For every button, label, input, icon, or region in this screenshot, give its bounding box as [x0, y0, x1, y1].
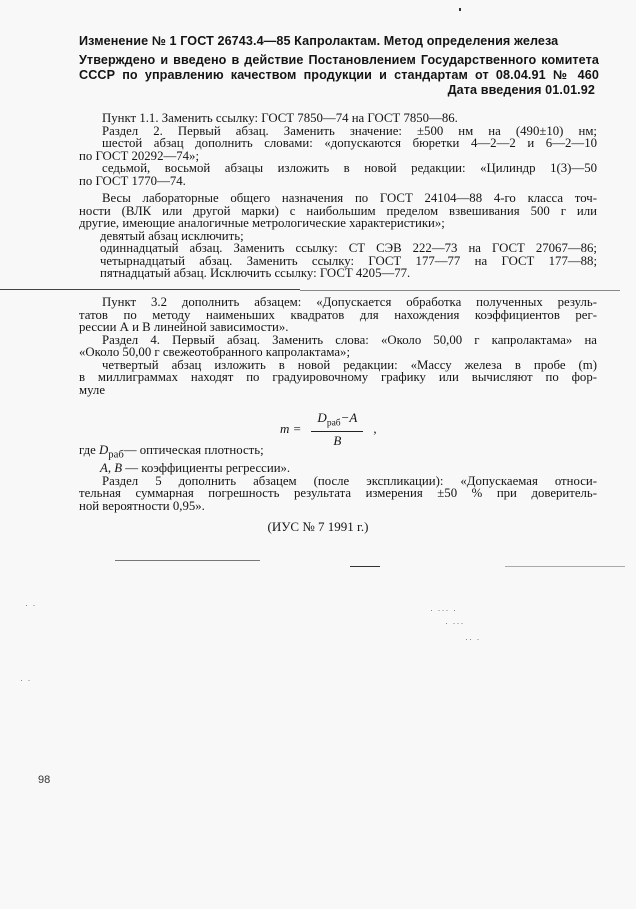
- amendment-title: Изменение № 1 ГОСТ 26743.4—85 Капролактам. Метод определения железа: [79, 34, 559, 48]
- paragraph-line: ной вероятности 0,95».: [79, 498, 205, 513]
- paragraph-line: Пункт 3.2 дополнить абзацем: «Допускается обработка полученных резуль-: [102, 295, 597, 309]
- effective-date: Дата введения 01.01.92: [447, 83, 595, 97]
- paragraph-line: муле: [79, 382, 105, 397]
- scan-artifact-line: [505, 566, 625, 567]
- scan-artifact-line: [350, 566, 380, 567]
- scan-artifact-line: [115, 560, 260, 561]
- numerator-subscript: раб: [326, 418, 341, 429]
- section-amendments-3: [79, 444, 597, 512]
- where-description: — оптическая плотность;: [123, 443, 264, 457]
- formula-lhs: m =: [280, 421, 302, 437]
- scan-noise: · ··· ·: [430, 605, 457, 615]
- where-line: [79, 444, 597, 462]
- formula-fraction: [311, 410, 363, 449]
- paragraph-line: в миллиграммах находят по градуировочному графику или вычисляют по фор-: [79, 370, 597, 384]
- page-number: 98: [38, 774, 51, 786]
- paragraph-line: рессии А и В линейной зависимости».: [79, 320, 289, 334]
- coefficients-line: [79, 462, 597, 475]
- paragraph-line: четвертый абзац изложить в новой редакции: «Массу железа в пробе (m): [102, 357, 597, 372]
- paragraph-line: Раздел 5 дополнить абзацем (после экспликации): «Допускаемая относи-: [102, 473, 597, 488]
- paragraph-line: четырнадцатый абзац. Заменить ссылку: ГОСТ 177—77 на ГОСТ 177—88;: [100, 253, 597, 268]
- approval-line-2: СССР по управлению качеством продукции и стандартам от 08.04.91 № 460: [79, 68, 599, 82]
- numerator-rest: −A: [340, 410, 358, 425]
- paragraph-line: Раздел 2. Первый абзац. Заменить значение: ±500 нм на (490±10) нм;: [102, 123, 597, 138]
- scan-speck: [459, 8, 461, 11]
- paragraph-line: шестой абзац дополнить словами: «допускаются бюретки 4—2—2 и 6—2—10: [102, 136, 597, 150]
- paragraph-line: седьмой, восьмой абзацы изложить в новой редакции: «Цилиндр 1(3)—50: [102, 161, 597, 175]
- formula-denominator: B: [333, 432, 342, 448]
- ius-reference: (ИУС № 7 1991 г.): [267, 519, 369, 534]
- paragraph-line: ности (ВЛК или другой марки) с наибольшим пределом взвешивания 500 г или: [79, 203, 597, 218]
- scan-separator-line: [300, 290, 620, 291]
- scan-noise: · ·: [20, 675, 32, 685]
- where-prefix: где: [79, 443, 96, 457]
- formula-comma: ,: [373, 421, 377, 437]
- paragraph-line: тельная суммарная погрешность результата измерения ±50 % при доверитель-: [79, 486, 597, 501]
- section-amendments-2: [79, 296, 597, 396]
- where-variable: D: [99, 443, 109, 457]
- paragraph-line: Весы лабораторные общего назначения по ГОСТ 24104—88 4-го класса точ-: [102, 191, 597, 205]
- coefficient-variables: A, B: [100, 461, 123, 476]
- document-header: [79, 34, 599, 98]
- paragraph-line: одиннадцатый абзац. Заменить ссылку: СТ СЭВ 222—73 на ГОСТ 27067—86;: [100, 241, 597, 255]
- section-amendments-1: [79, 112, 597, 280]
- iron-mass-formula: [280, 410, 377, 449]
- paragraph-line: другие, имеющие аналогичные метрологические характеристики»;: [79, 216, 445, 230]
- paragraph-line: татов по методу наименьших квадратов для нахождения коэффициентов рег-: [79, 307, 597, 322]
- coefficient-description: — коэффициенты регрессии».: [125, 461, 291, 476]
- scan-noise: ·· ·: [465, 634, 481, 644]
- where-subscript: раб: [108, 449, 124, 461]
- scan-noise: · ·: [25, 600, 37, 610]
- paragraph-line: по ГОСТ 20292—74»;: [79, 148, 200, 163]
- numerator-variable: D: [317, 410, 327, 425]
- paragraph-line: пятнадцатый абзац. Исключить ссылку: ГОСТ 4205—77.: [100, 266, 411, 280]
- scan-separator-line: [0, 289, 300, 290]
- paragraph-line: по ГОСТ 1770—74.: [79, 173, 186, 188]
- paragraph-line: Пункт 1.1. Заменить ссылку: ГОСТ 7850—74 на ГОСТ 7850—86.: [102, 111, 458, 125]
- paragraph-line: Раздел 4. Первый абзац. Заменить слова: «Около 50,00 г капролактама» на: [102, 332, 597, 347]
- paragraph-line: «Около 50,00 г свежеотобранного капролактама»;: [79, 345, 351, 359]
- formula-numerator: [311, 410, 363, 432]
- paragraph-line: девятый абзац исключить;: [100, 228, 244, 243]
- approval-line-1: Утверждено и введено в действие Постановлением Государственного комитета: [79, 53, 599, 67]
- scan-noise: · ···: [445, 618, 465, 628]
